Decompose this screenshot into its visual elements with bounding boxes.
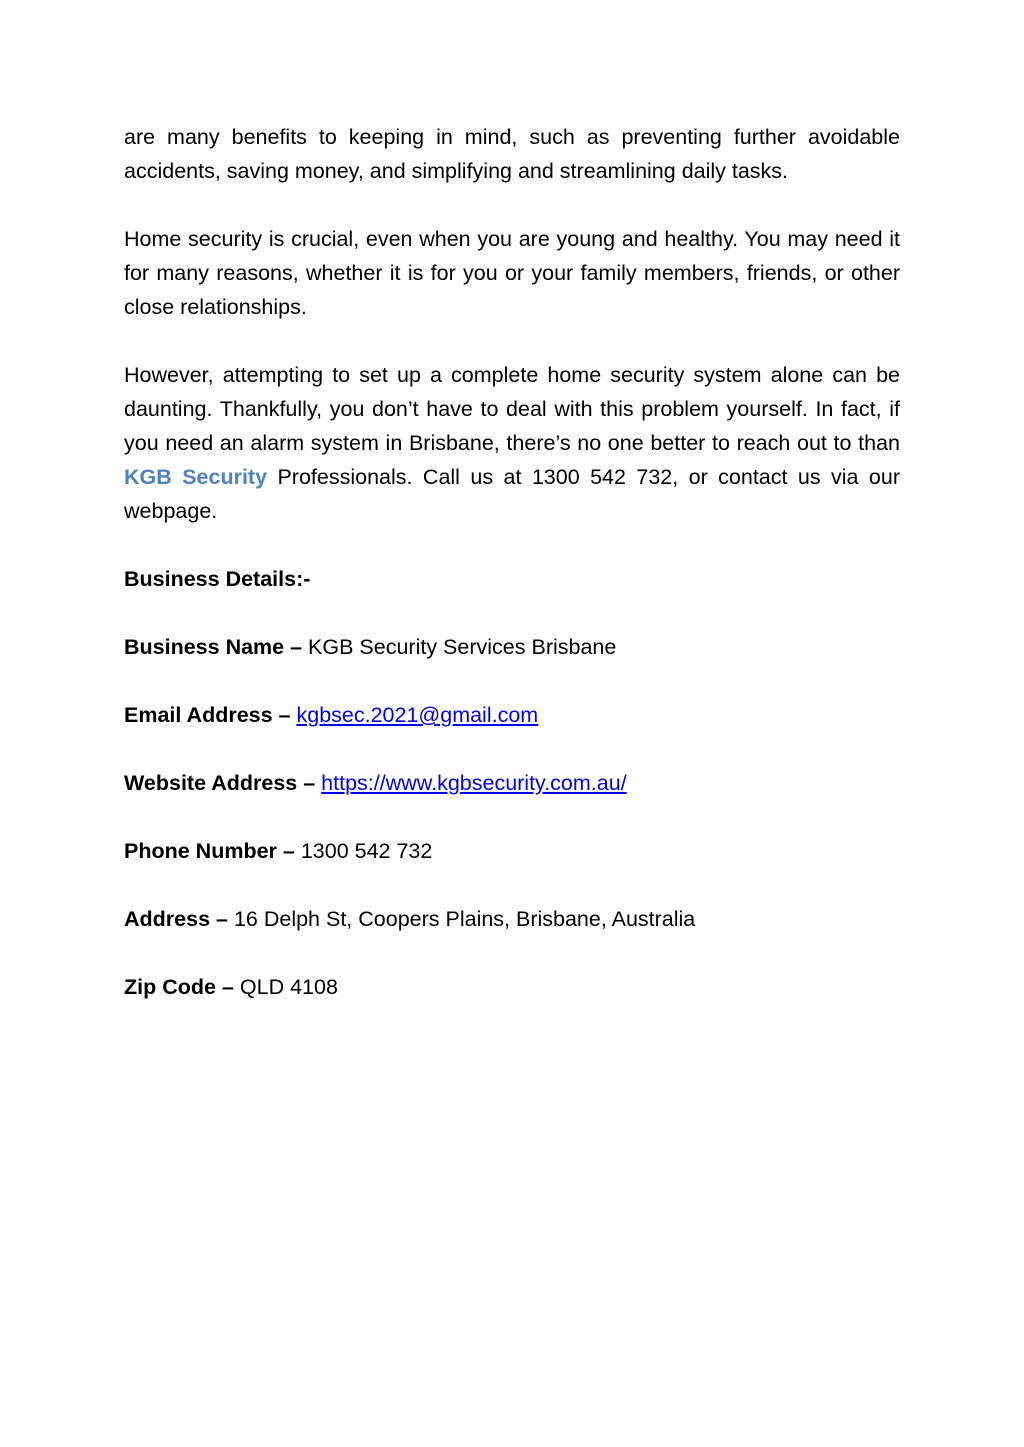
address-label: Address – xyxy=(124,907,228,931)
website-row xyxy=(124,766,900,800)
business-name-label: Business Name – xyxy=(124,635,303,659)
website-label: Website Address – xyxy=(124,771,316,795)
business-details-heading: Business Details:- xyxy=(124,567,311,591)
address-value: 16 Delph St, Coopers Plains, Brisbane, Australia xyxy=(233,907,696,931)
zip-row xyxy=(124,970,900,1004)
phone-label: Phone Number – xyxy=(124,839,295,863)
email-row xyxy=(124,698,900,732)
paragraph-contact xyxy=(124,358,900,528)
business-name-row xyxy=(124,630,900,664)
brand-name: KGB Security xyxy=(124,465,268,489)
zip-value: QLD 4108 xyxy=(239,975,338,999)
phone-row xyxy=(124,834,900,868)
phone-value: 1300 542 732 xyxy=(300,839,433,863)
document-page xyxy=(124,120,900,1038)
zip-label: Zip Code – xyxy=(124,975,234,999)
business-name-value: KGB Security Services Brisbane xyxy=(308,635,617,659)
website-link[interactable]: https://www.kgbsecurity.com.au/ xyxy=(321,771,627,795)
paragraph-contact-text-start: However, attempting to set up a complete home security system alone can be daunting. Thankfully, you don’t have to deal with this problem yourself. In fact, if you need an alarm system in Brisbane, there’s no one better to reach out to than xyxy=(124,363,900,455)
paragraph-home-security: Home security is crucial, even when you are young and healthy. You may need it for many reasons, whether it is for you or your family members, friends, or other close relationships. xyxy=(124,227,900,319)
address-row xyxy=(124,902,900,936)
paragraph-benefits: are many benefits to keeping in mind, such as preventing further avoidable accidents, saving money, and simplifying and streamlining daily tasks. xyxy=(124,125,900,183)
email-link[interactable]: kgbsec.2021@gmail.com xyxy=(296,703,539,727)
paragraph-contact-text-end: Professionals. Call us at 1300 542 732, or contact us via our webpage. xyxy=(124,465,900,523)
email-label: Email Address – xyxy=(124,703,291,727)
